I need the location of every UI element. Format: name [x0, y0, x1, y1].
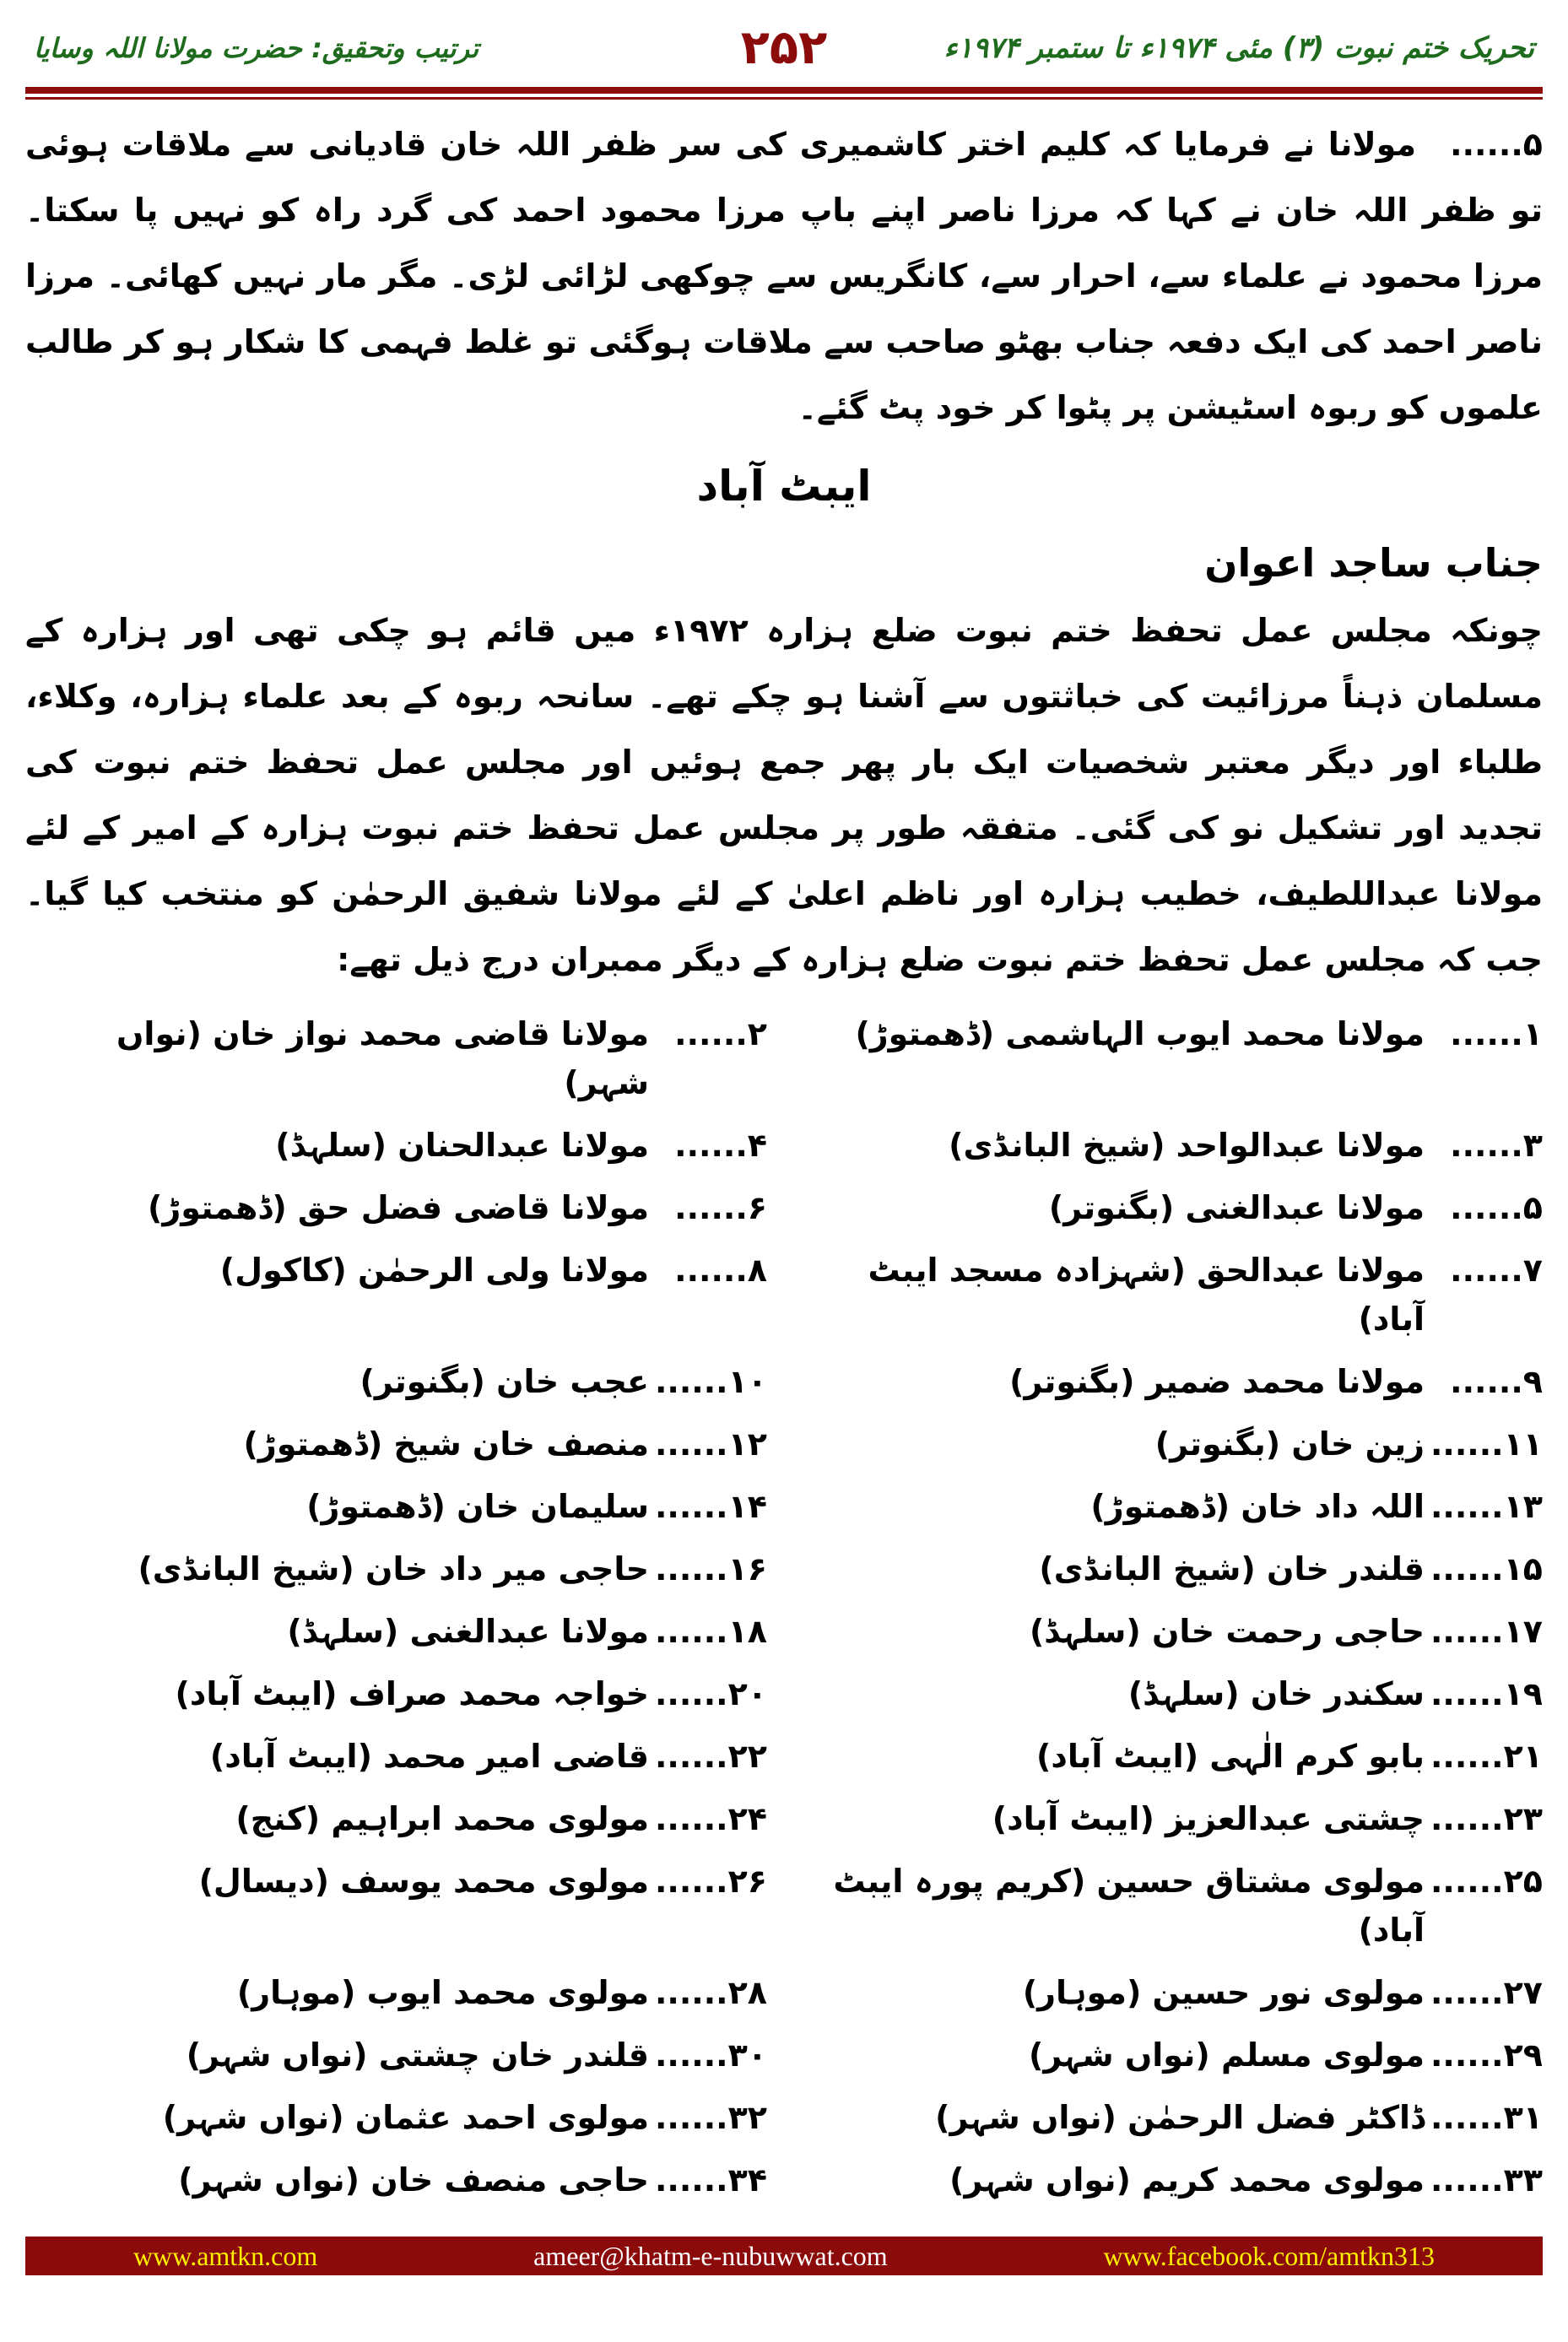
list-item	[801, 1413, 1543, 1475]
member-name: قلندر خان (شیخ البانڈی)	[1039, 1550, 1425, 1587]
member-name: قاضی امیر محمد (ایبٹ آباد)	[209, 1738, 649, 1775]
item-number: ۵......	[1450, 1189, 1543, 1226]
subheading: جناب ساجد اعوان	[1204, 540, 1543, 586]
member-name: منصف خان شیخ (ڈھمتوڑ)	[243, 1425, 649, 1463]
header-rule-thin	[25, 97, 1543, 100]
list-item	[801, 1600, 1543, 1663]
member-name: حاجی رحمت خان (سلہڈ)	[1029, 1613, 1425, 1650]
member-name: مولانا قاضی فضل حق (ڈھمتوڑ)	[148, 1189, 649, 1226]
member-name: بابو کرم الٰہی (ایبٹ آباد)	[1036, 1738, 1425, 1775]
list-item	[801, 2086, 1543, 2149]
list-item	[801, 1663, 1543, 1725]
member-name: مولوی احمد عثمان (نواں شہر)	[162, 2099, 649, 2136]
member-name: چشتی عبدالعزیز (ایبٹ آباد)	[992, 1800, 1425, 1837]
item-number: ۳۰......	[654, 2036, 767, 2074]
item-number: ۲......	[674, 1015, 767, 1052]
list-item	[25, 1850, 767, 1961]
list-item	[25, 1961, 767, 2024]
item-number: ۶......	[674, 1189, 767, 1226]
list-item	[801, 1176, 1543, 1239]
list-item	[801, 1788, 1543, 1850]
member-name: مولوی محمد ابراہیم (کنج)	[235, 1800, 649, 1837]
member-name: مولانا عبدالحق (شہزادہ مسجد ایبٹ آباد)	[868, 1252, 1425, 1338]
list-item	[25, 1176, 767, 1239]
member-name: سلیمان خان (ڈھمتوڑ)	[306, 1488, 649, 1525]
paragraph-text: مولانا نے فرمایا کہ کلیم اختر کاشمیری کی سر ظفر اللہ خان قادیانی سے ملاقات ہوئی تو ظفر اللہ خان نے کہا کہ مرزا ناصر اپنے باپ مرزا محمود احمد کی گرد راہ کو نہیں پا سکتا۔ مرزا محمود نے علماء سے، احرار سے، کانگریس سے چوکھی لڑائی لڑی۔ مگر مار نہیں کھائی۔ مرزا ناصر احمد کی ایک دفعہ جناب بھٹو صاحب سے ملاقات ہوگئی تو غلط فہمی کا شکار ہو کر طالب علموں کو ربوہ اسٹیشن پر پٹوا کر خود پٹ گئے۔	[25, 126, 1543, 426]
member-name: اللہ داد خان (ڈھمتوڑ)	[1090, 1488, 1425, 1525]
member-name: عجب خان (بگنوتر)	[360, 1363, 649, 1400]
item-number: ۱......	[1450, 1015, 1543, 1052]
list-item	[25, 1788, 767, 1850]
item-number: ۳......	[1450, 1127, 1543, 1164]
item-number: ۲۸......	[654, 1974, 767, 2011]
member-name: ڈاکٹر فضل الرحمٰن (نواں شہر)	[935, 2099, 1425, 2136]
list-item	[801, 1475, 1543, 1538]
item-number: ۲۵......	[1430, 1863, 1543, 1900]
member-name: مولانا عبدالغنی (سلہڈ)	[287, 1613, 649, 1650]
footer-bar	[25, 2237, 1543, 2275]
member-name: مولانا محمد ایوب الہاشمی (ڈھمتوڑ)	[855, 1015, 1425, 1052]
item-number: ۱۱......	[1430, 1425, 1543, 1463]
member-name: مولانا ولی الرحمٰن (کاکول)	[219, 1252, 649, 1289]
list-item	[25, 2086, 767, 2149]
item-number: ۲۴......	[654, 1800, 767, 1837]
item-number: ۱۶......	[654, 1550, 767, 1587]
list-item	[25, 2024, 767, 2086]
member-name: خواجہ محمد صراف (ایبٹ آباد)	[175, 1675, 649, 1712]
facebook-link[interactable]: www.facebook.com/amtkn313	[1103, 2240, 1436, 2271]
member-name: مولوی محمد ایوب (موہار)	[236, 1974, 649, 2011]
item-number: ۳۳......	[1430, 2161, 1543, 2199]
list-item	[801, 1725, 1543, 1788]
member-name: مولوی محمد کریم (نواں شہر)	[949, 2161, 1425, 2199]
item-number: ۱۴......	[654, 1488, 767, 1525]
item-number: ۲۹......	[1430, 2036, 1543, 2074]
item-number: ۱۳......	[1430, 1488, 1543, 1525]
list-item	[25, 1600, 767, 1663]
list-item	[25, 1239, 767, 1350]
member-name: مولانا عبدالغنی (بگنوتر)	[1048, 1189, 1425, 1226]
member-name: مولانا محمد ضمیر (بگنوتر)	[1009, 1363, 1425, 1400]
item-number: ۲۱......	[1430, 1738, 1543, 1775]
list-item	[25, 2149, 767, 2211]
paragraph-5	[25, 111, 1543, 441]
member-name: زین خان (بگنوتر)	[1154, 1425, 1425, 1463]
item-number: ۱۵......	[1430, 1550, 1543, 1587]
item-number: ۲۶......	[654, 1863, 767, 1900]
list-item	[25, 1538, 767, 1600]
item-number: ۳۱......	[1430, 2099, 1543, 2136]
list-item	[801, 1239, 1543, 1350]
page-number: ۲۵۲	[740, 20, 828, 75]
list-item	[801, 1003, 1543, 1114]
member-name: حاجی منصف خان (نواں شہر)	[178, 2161, 649, 2199]
item-number: ۷......	[1450, 1252, 1543, 1289]
list-item	[801, 2024, 1543, 2086]
item-number: ۳۲......	[654, 2099, 767, 2136]
member-name: قلندر خان چشتی (نواں شہر)	[186, 2036, 649, 2074]
item-number: ۲۰......	[654, 1675, 767, 1712]
item-number: ۱۰......	[654, 1363, 767, 1400]
list-item	[25, 1114, 767, 1176]
list-item	[25, 1475, 767, 1538]
list-item	[801, 1114, 1543, 1176]
list-item	[801, 1350, 1543, 1413]
item-number: ۹......	[1450, 1363, 1543, 1400]
intro-paragraph: چونکہ مجلس عمل تحفظ ختم نبوت ضلع ہزارہ ۱۹۷۲ء میں قائم ہو چکی تھی اور ہزارہ کے مسلمان ذہناً مرزائیت کی خباثتوں سے آشنا ہو چکے تھے۔ سانحہ ربوہ کے بعد علماء ہزارہ، وکلاء، طلباء اور دیگر معتبر شخصیات ایک بار پھر جمع ہوئیں اور مجلس عمل تحفظ ختم نبوت کی تجدید اور تشکیل نو کی گئی۔ متفقہ طور پر مجلس عمل تحفظ ختم نبوت ہزارہ کے امیر کے لئے مولانا عبداللطیف، خطیب ہزارہ اور ناظم اعلیٰ کے لئے مولانا شفیق الرحمٰن کو منتخب کیا گیا۔ جب کہ مجلس عمل تحفظ ختم نبوت ضلع ہزارہ کے دیگر ممبران درج ذیل تھے:	[25, 612, 1543, 978]
item-number: ۱۲......	[654, 1425, 767, 1463]
list-item	[801, 1538, 1543, 1600]
member-name: مولانا عبدالحنان (سلہڈ)	[275, 1127, 649, 1164]
member-name: حاجی میر داد خان (شیخ البانڈی)	[138, 1550, 649, 1587]
list-item	[801, 1961, 1543, 2024]
item-number: ۸......	[674, 1252, 767, 1289]
item-number: ۲۲......	[654, 1738, 767, 1775]
member-name: مولوی محمد یوسف (دیسال)	[198, 1863, 649, 1900]
list-item	[25, 1663, 767, 1725]
item-number: ۱۸......	[654, 1613, 767, 1650]
page-header	[25, 0, 1543, 84]
section-heading: ایبٹ آباد	[696, 462, 872, 511]
compiler-credit: ترتیب وتحقیق: حضرت مولانا اللہ وسایا	[33, 31, 479, 64]
member-name: سکندر خان (سلہڈ)	[1127, 1675, 1425, 1712]
member-name: مولوی مشتاق حسین (کریم پورہ ایبٹ آباد)	[833, 1863, 1425, 1949]
list-item	[25, 1350, 767, 1413]
list-item	[25, 1413, 767, 1475]
list-item	[801, 1850, 1543, 1961]
email-link[interactable]: ameer@khatm-e-nubuwwat.com	[533, 2240, 888, 2271]
item-number: ۲۷......	[1430, 1974, 1543, 2011]
member-name: مولوی نور حسین (موہار)	[1022, 1974, 1425, 2011]
paragraph-number: ۵......	[1450, 126, 1543, 163]
member-name: مولانا عبدالواحد (شیخ البانڈی)	[949, 1127, 1425, 1164]
member-name: مولانا قاضی محمد نواز خان (نواں شہر)	[116, 1015, 649, 1101]
member-list	[25, 1003, 1543, 2211]
member-name: مولوی مسلم (نواں شہر)	[1028, 2036, 1425, 2074]
website-link[interactable]: www.amtkn.com	[132, 2240, 318, 2271]
list-item	[25, 1003, 767, 1114]
item-number: ۱۹......	[1430, 1675, 1543, 1712]
item-number: ۳۴......	[654, 2161, 767, 2199]
list-item	[801, 2149, 1543, 2211]
item-number: ۲۳......	[1430, 1800, 1543, 1837]
header-rule-thick	[25, 87, 1543, 94]
book-title: تحریک ختم نبوت (۳) مئی ۱۹۷۴ء تا ستمبر ۱۹۷۴ء	[944, 30, 1534, 65]
item-number: ۱۷......	[1430, 1613, 1543, 1650]
list-item	[25, 1725, 767, 1788]
item-number: ۴......	[674, 1127, 767, 1164]
